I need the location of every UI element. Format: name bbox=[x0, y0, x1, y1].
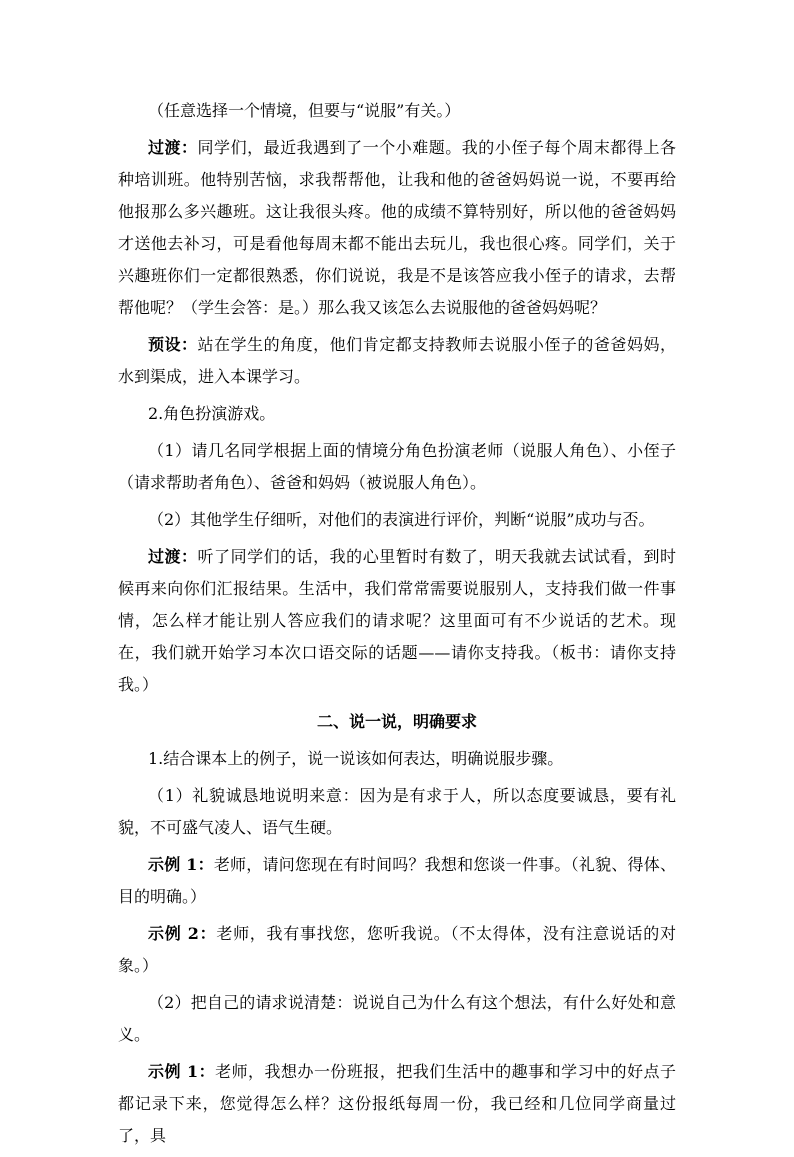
paragraph bbox=[118, 541, 676, 701]
paragraph-text: 站在学生的角度，他们肯定都支持教师去说服小侄子的爸爸妈妈，水到渠成，进入本课学习。 bbox=[118, 335, 676, 386]
paragraph-lead: 示例 1： bbox=[148, 1062, 216, 1081]
paragraph-lead: 过渡： bbox=[148, 138, 198, 157]
paragraph-lead: 过渡： bbox=[148, 547, 198, 566]
paragraph-text: （2）其他学生仔细听，对他们的表演进行评价，判断“说服”成功与否。 bbox=[148, 510, 655, 529]
paragraph-text: （1）请几名同学根据上面的情境分角色扮演老师（说服人角色）、小侄子（请求帮助者角色）、爸爸和妈妈（被说服人角色）。 bbox=[118, 441, 676, 492]
paragraph bbox=[118, 987, 676, 1051]
paragraph bbox=[118, 849, 676, 913]
paragraph-text: （1）礼貌诚恳地说明来意：因为是有求于人，所以态度要诚恳，要有礼貌，不可盛气凌人、语气生硬。 bbox=[118, 786, 676, 837]
paragraph bbox=[118, 435, 676, 499]
paragraph bbox=[118, 329, 676, 393]
paragraph bbox=[118, 132, 676, 324]
paragraph-lead: 预设： bbox=[148, 335, 198, 354]
paragraph-text: 老师，我想办一份班报，把我们生活中的趣事和学习中的好点子都记录下来，您觉得怎么样？这份报纸每周一份，我已经和几位同学商量过了，具 bbox=[118, 1062, 676, 1145]
paragraph-lead: 示例 2： bbox=[148, 924, 217, 943]
paragraph bbox=[118, 780, 676, 844]
paragraph bbox=[118, 1056, 676, 1152]
paragraph-text: 同学们，最近我遇到了一个小难题。我的小侄子每个周末都得上各种培训班。他特别苦恼，求我帮帮他，让我和他的爸爸妈妈说一说，不要再给他报那么多兴趣班。这让我很头疼。他的成绩不算特别好，所以他的爸爸妈妈才送他去补习，可是看他每周末都不能出去玩儿，我也很心疼。同学们，关于兴趣班你们一定都很熟悉，你们说说，我是不是该答应我小侄子的请求，去帮帮他呢？（学生会答：是。）那么我又该怎么去说服他的爸爸妈妈呢？ bbox=[118, 138, 676, 317]
paragraph bbox=[118, 398, 676, 430]
paragraph bbox=[118, 918, 676, 982]
paragraph bbox=[118, 743, 676, 775]
paragraph-text: （任意选择一个情境，但要与“说服”有关。） bbox=[148, 101, 461, 120]
paragraph-text: （2）把自己的请求说清楚：说说自己为什么有这个想法，有什么好处和意义。 bbox=[118, 993, 676, 1044]
paragraph-text: 听了同学们的话，我的心里暂时有数了，明天我就去试试看，到时候再来向你们汇报结果。生活中，我们常常需要说服别人，支持我们做一件事情，怎么样才能让别人答应我们的请求呢？这里面可有不少说话的艺术。现在，我们就开始学习本次口语交际的话题——请你支持我。（板书：请你支持我。） bbox=[118, 547, 676, 694]
paragraph-text: 2.角色扮演游戏。 bbox=[148, 404, 276, 423]
paragraph-text: 老师，请问您现在有时间吗？我想和您谈一件事。（礼貌、得体、目的明确。） bbox=[118, 855, 676, 906]
paragraph bbox=[118, 504, 676, 536]
section-heading: 二、说一说，明确要求 bbox=[316, 712, 477, 731]
paragraph bbox=[118, 95, 676, 127]
document-page bbox=[118, 95, 676, 1157]
paragraph-text: 老师，我有事找您，您听我说。（不太得体，没有注意说话的对象。） bbox=[118, 924, 676, 975]
paragraph-lead: 示例 1： bbox=[148, 855, 214, 874]
paragraph-text: 1.结合课本上的例子，说一说该如何表达，明确说服步骤。 bbox=[148, 749, 564, 768]
